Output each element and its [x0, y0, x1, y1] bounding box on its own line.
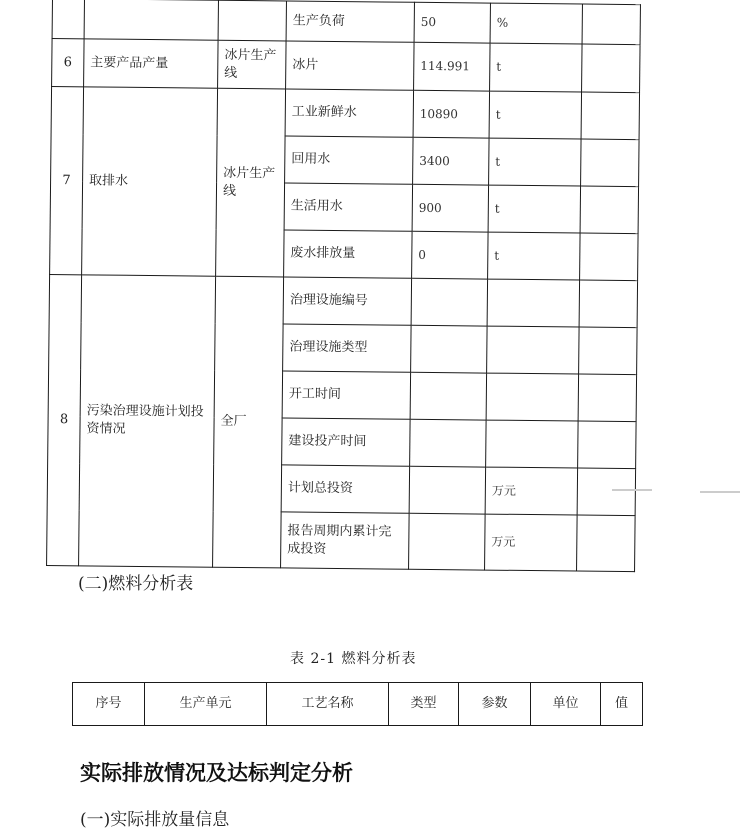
production-unit: 冰片生产线	[218, 40, 286, 89]
unit-cell: t	[489, 138, 581, 186]
unit-cell: %	[490, 3, 582, 44]
header-cell: 生产单元	[145, 683, 267, 726]
item-name: 主要产品产量	[84, 39, 218, 88]
item-cell: 废水排放量	[284, 230, 412, 278]
header-cell: 工艺名称	[267, 683, 389, 726]
production-unit: 冰片生产线	[216, 88, 286, 277]
item-cell: 生产负荷	[286, 1, 414, 42]
section-heading-fuel: (二)燃料分析表	[78, 574, 194, 594]
unit-cell: t	[488, 232, 580, 280]
table-row	[52, 39, 640, 93]
item-cell: 报告周期内累计完成投资	[281, 512, 410, 569]
item-cell: 建设投产时间	[282, 418, 410, 466]
unit-cell: 万元	[485, 514, 578, 571]
value-cell: 114.991	[414, 42, 490, 91]
table-row	[51, 87, 639, 140]
value-cell	[410, 372, 486, 420]
item-cell: 计划总投资	[281, 465, 409, 513]
item-cell: 回用水	[285, 136, 413, 184]
production-unit: 全厂	[213, 276, 284, 568]
value-cell: 3400	[413, 137, 489, 185]
item-cell: 开工时间	[282, 371, 410, 419]
unit-cell: 万元	[485, 467, 577, 515]
item-name: 取排水	[82, 87, 218, 276]
value-cell	[411, 325, 487, 373]
value-cell	[410, 419, 486, 467]
row-number: 7	[50, 87, 84, 275]
unit-cell: t	[489, 91, 581, 139]
header-cell: 参数	[459, 683, 531, 726]
value-cell	[411, 278, 487, 326]
item-cell: 工业新鲜水	[285, 89, 413, 137]
row-number: 6	[52, 39, 85, 87]
unit-cell: t	[488, 185, 580, 233]
item-cell: 治理设施类型	[283, 324, 411, 372]
value-cell	[409, 466, 485, 514]
item-name: 污染治理设施计划投资情况	[79, 275, 216, 567]
table-header-row	[73, 683, 643, 726]
fuel-analysis-table	[72, 682, 643, 726]
header-cell: 值	[601, 683, 643, 726]
table-row	[52, 0, 640, 45]
item-cell: 冰片	[286, 41, 414, 90]
value-cell	[409, 513, 486, 570]
header-cell: 单位	[531, 683, 601, 726]
subsection-heading-emission-info: (一)实际排放量信息	[80, 810, 230, 830]
unit-cell	[486, 373, 578, 421]
row-number: 8	[47, 274, 82, 565]
value-cell: 900	[412, 184, 488, 232]
unit-cell	[487, 326, 579, 374]
table-caption: 表 2-1 燃料分析表	[290, 651, 417, 667]
item-cell: 治理设施编号	[283, 277, 411, 325]
table-row	[49, 274, 637, 327]
production-info-table	[46, 0, 641, 572]
unit-cell	[486, 420, 578, 468]
item-cell: 生活用水	[284, 183, 412, 231]
scan-smudge	[700, 491, 740, 493]
scan-smudge	[612, 489, 652, 491]
unit-cell	[487, 279, 579, 327]
section-heading-actual-emissions: 实际排放情况及达标判定分析	[80, 760, 353, 785]
unit-cell: t	[490, 43, 582, 92]
value-cell: 0	[412, 231, 488, 279]
header-cell: 序号	[73, 683, 145, 726]
header-cell: 类型	[389, 683, 459, 726]
value-cell: 10890	[413, 90, 489, 138]
value-cell: 50	[414, 2, 490, 43]
